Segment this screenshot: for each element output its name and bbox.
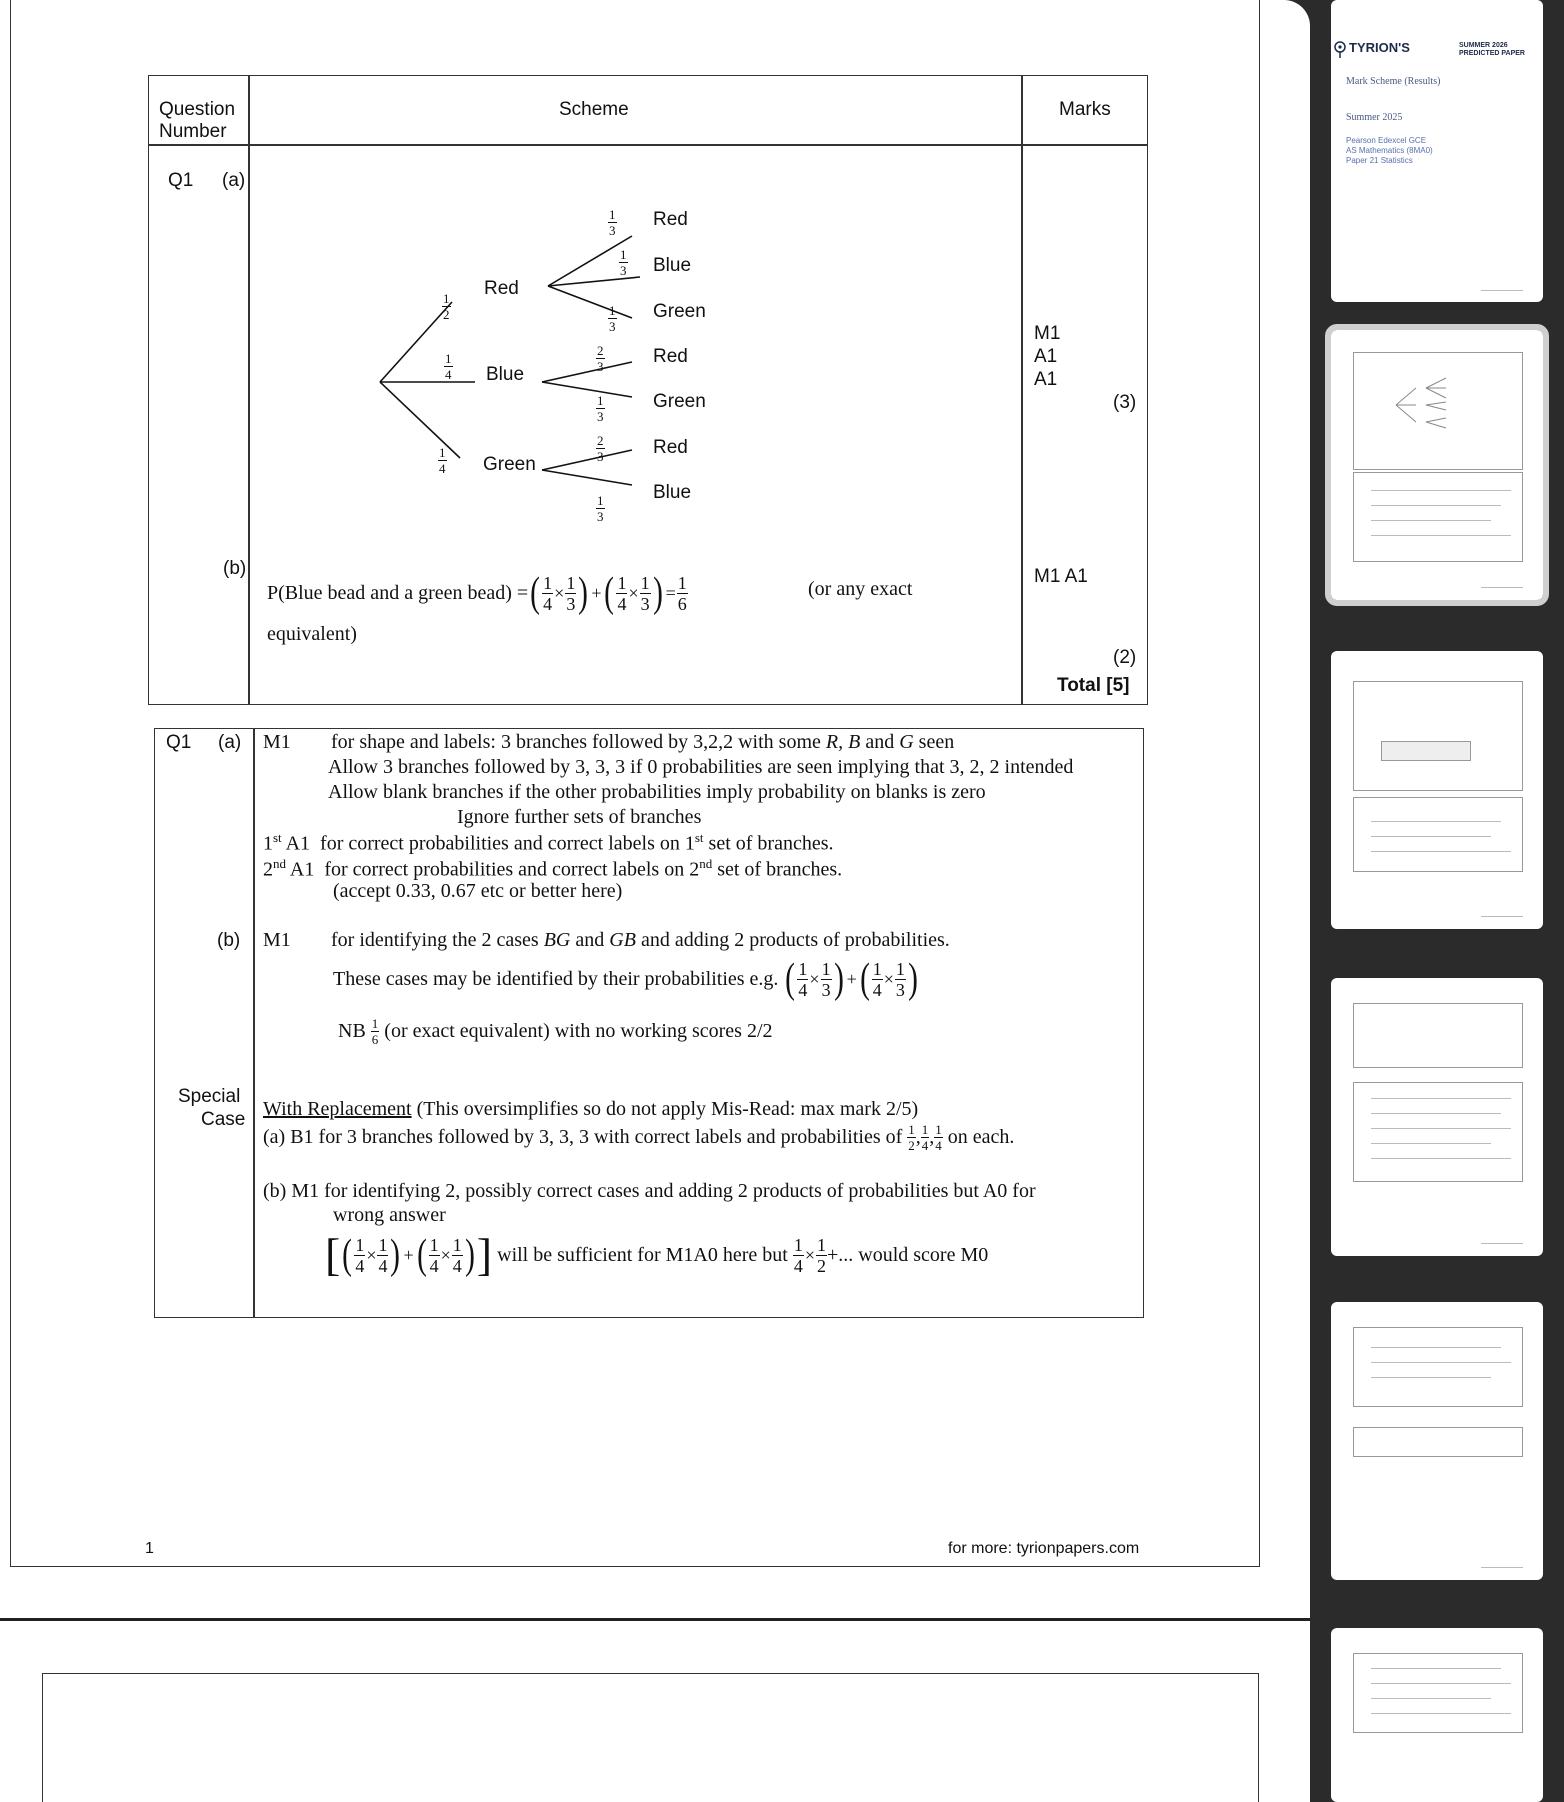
tree-label-green-red: Red (653, 437, 688, 458)
prob-first-blue: $\frac{1}{4}$ (445, 351, 452, 382)
notes-a-m1: M1 (263, 731, 291, 753)
special-case-b-1: (b) M1 for identifying 2, possibly correct cases and adding 2 products of probabilities but A0 for (263, 1180, 1036, 1202)
notes-a1-second: 2nd A1 for correct probabilities and correct labels on 2nd set of branches. (263, 856, 843, 881)
thumbnail-page-2[interactable] (1331, 651, 1543, 929)
header-marks: Marks (1059, 99, 1111, 120)
prob-blue-red: $\frac{2}{3}$ (597, 343, 604, 374)
tree-label-green-blue: Blue (653, 482, 692, 503)
part-b-note-2: equivalent) (267, 623, 357, 645)
notes-a-line2: Allow 3 branches followed by 3, 3, 3 if 0 probabilities are seen implying that 3, 2, 2 intended (328, 756, 1074, 778)
header-scheme: Scheme (559, 99, 629, 120)
thumbnail-page-5[interactable] (1331, 1628, 1543, 1802)
prob-green-blue: $\frac{1}{3}$ (597, 493, 604, 524)
brand-name: TYRION'S (1349, 40, 1410, 55)
brand-tag: SUMMER 2026 PREDICTED PAPER (1459, 42, 1525, 57)
tree-label-red-blue: Blue (653, 255, 692, 276)
question-label: Q1 (168, 170, 194, 191)
cover-doc-title: Mark Scheme (Results) (1346, 76, 1441, 87)
mark-a-a1-second: A1 (1034, 369, 1058, 390)
notes-b-nb: NB $\frac{1}{6}$ (or exact equivalent) with no working scores 2/2 (338, 1016, 773, 1047)
cover-session: Summer 2025 (1346, 112, 1403, 123)
prob-red-blue: $\frac{1}{3}$ (620, 247, 627, 278)
special-case-b-2: wrong answer (333, 1204, 446, 1226)
notes-b-m1: M1 (263, 929, 291, 951)
prob-blue-green: $\frac{1}{3}$ (597, 393, 604, 424)
mark-a-total: (3) (1113, 392, 1137, 413)
footer-link[interactable]: for more: tyrionpapers.com (948, 1540, 1140, 1557)
thumbnail-page-4[interactable] (1331, 1302, 1543, 1580)
tree-label-blue-red: Red (653, 346, 688, 367)
prob-red-green: $\frac{1}{3}$ (609, 303, 616, 334)
mark-a-a1-first: A1 (1034, 346, 1058, 367)
tree-label-red-green: Green (653, 301, 706, 322)
part-b-expression: P(Blue bead and a green bead) = ( $\frac{1}{4}$ × $\frac{1}{3}$ ) + ( $\frac{1}{4}$ × $\frac{1}{3}$ ) = $\frac{1}{6}$ (267, 570, 687, 616)
notes-question-label: Q1 (166, 732, 192, 753)
prob-green-red: $\frac{2}{3}$ (597, 433, 604, 464)
mark-b-total: (2) (1113, 647, 1137, 668)
tree-label-green-1: Green (483, 454, 536, 475)
notes-part-a: (a) (218, 732, 242, 753)
special-case-title: With Replacement (This oversimplifies so do not apply Mis-Read: max mark 2/5) (263, 1098, 919, 1120)
special-case-a: (a) B1 for 3 branches followed by 3, 3, 3 with correct labels and probabilities of $\frac{1}{2}$ , $\frac{1}{4}$ , $\frac{1}{4}$ on each. (263, 1122, 1015, 1153)
cover-qualification: Pearson Edexcel GCE AS Mathematics (8MA0) Paper 21 Statistics (1346, 136, 1433, 165)
prob-red-red: $\frac{1}{3}$ (609, 207, 616, 238)
pdf-page-2 (42, 1673, 1259, 1802)
thumbnail-page-3[interactable] (1331, 978, 1543, 1256)
special-case-label-1: Special (178, 1086, 241, 1107)
tree-label-blue-green: Green (653, 391, 706, 412)
special-case-b-3: [ ( $\frac{1}{4}$ × $\frac{1}{4}$ ) + ( $\frac{1}{4}$ × $\frac{1}{4}$ ) ] will be sufficient for M1A0 here but $\frac{1}{4}$ × $\frac{1}{2}$ +... would score M0 (325, 1229, 989, 1280)
notes-b-line1: for identifying the 2 cases BG and GB and adding 2 products of probabilities. (331, 929, 950, 951)
mark-b: M1 A1 (1034, 566, 1088, 587)
tree-label-blue-1: Blue (486, 364, 525, 385)
thumbnail-page-1[interactable] (1331, 330, 1543, 600)
header-question-number: Question Number (159, 99, 236, 142)
prob-first-red: $\frac{1}{2}$ (443, 291, 450, 322)
tree-label-red-1: Red (484, 278, 519, 299)
tree-diagram (370, 200, 770, 530)
branch-green (380, 382, 460, 458)
notes-a1-first: 1st A1 for correct probabilities and correct labels on 1st set of branches. (263, 830, 834, 855)
thumbnail-sidebar[interactable] (1310, 0, 1564, 1802)
notes-part-b: (b) (217, 930, 241, 951)
prob-first-green: $\frac{1}{4}$ (439, 445, 446, 476)
thumbnail-page-cover[interactable] (1331, 0, 1543, 302)
part-b-label: (b) (223, 558, 247, 579)
total-marks: Total [5] (1057, 675, 1130, 696)
part-a-label: (a) (222, 170, 246, 191)
tree-label-red-red: Red (653, 209, 688, 230)
location-pin-icon (1333, 41, 1347, 59)
notes-a-line1: for shape and labels: 3 branches followed by 3,2,2 with some R, B and G seen (331, 731, 955, 753)
part-b-note: (or any exact (808, 578, 913, 600)
notes-a-line3: Allow blank branches if the other probabilities imply probability on blanks is zero (328, 781, 986, 803)
notes-a-line4: Ignore further sets of branches (457, 806, 702, 828)
mark-a-m1: M1 (1034, 323, 1061, 344)
notes-b-line2: These cases may be identified by their probabilities e.g. ( $\frac{1}{4}$ × $\frac{1}{3}$ ) + ( $\frac{1}{4}$ × $\frac{1}{3}$ ) (333, 956, 918, 1002)
page-number: 1 (145, 1540, 154, 1557)
page-separator (0, 1618, 1310, 1621)
notes-a-accept: (accept 0.33, 0.67 etc or better here) (333, 880, 623, 902)
special-case-label-2: Case (201, 1109, 246, 1130)
